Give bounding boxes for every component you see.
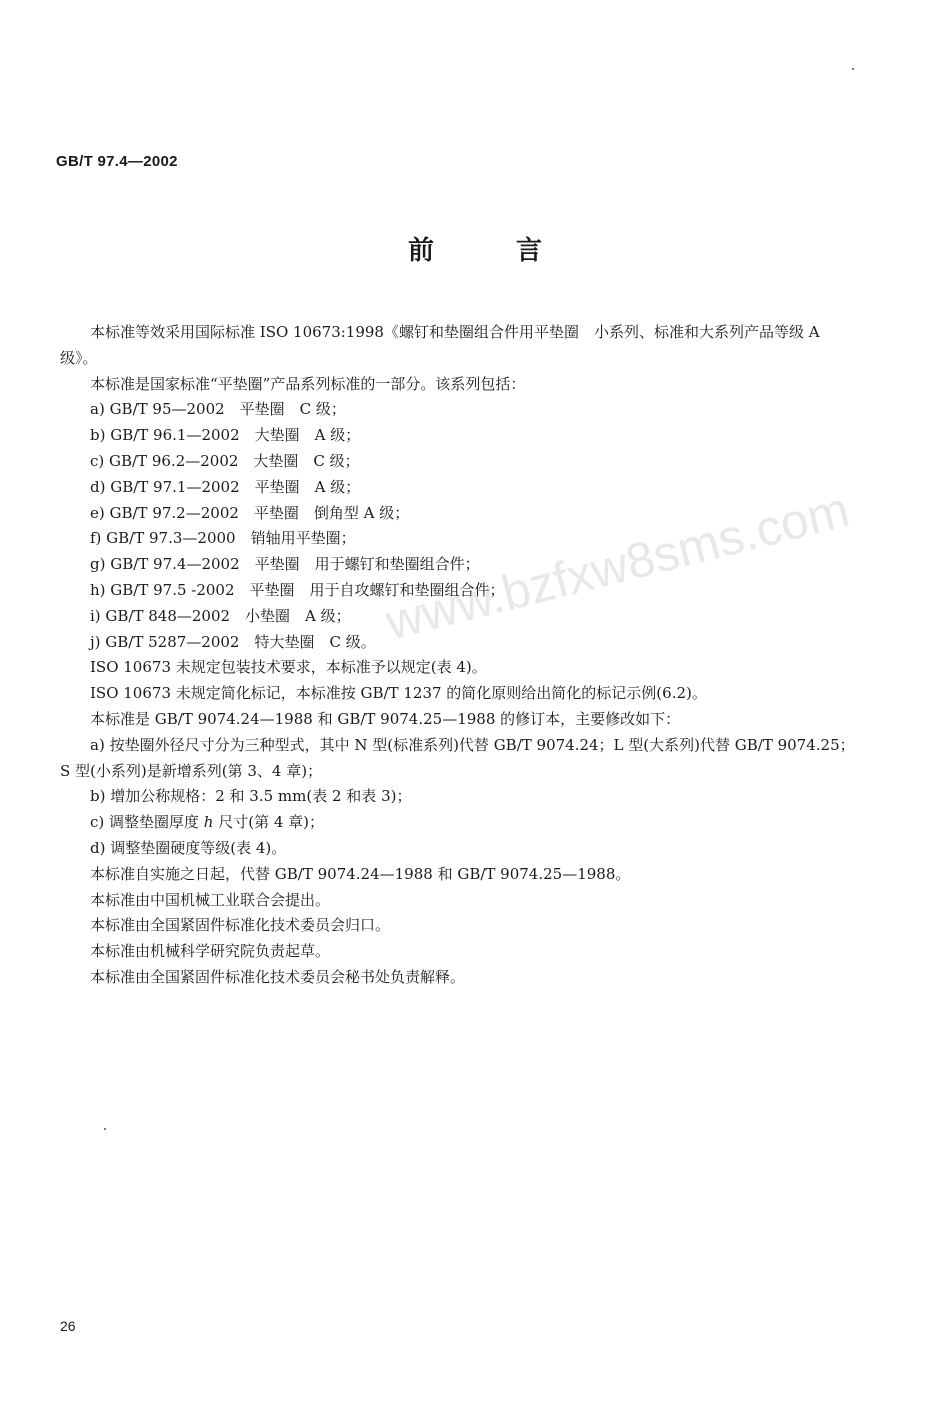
change-item-c (60, 810, 860, 836)
scan-speck (104, 1128, 106, 1130)
foreword-body (60, 320, 860, 991)
change-item-b: b) 增加公称规格：2 和 3.5 mm(表 2 和表 3)； (90, 787, 412, 806)
paragraph-replacement: 本标准自实施之日起，代替 GB/T 9074.24—1988 和 GB/T 9074.25—1988。 (90, 864, 631, 883)
list-item: f) GB/T 97.3—2000 销轴用平垫圈； (90, 529, 356, 548)
change-item-d: d) 调整垫圈硬度等级(表 4)。 (90, 838, 287, 857)
list-item: h) GB/T 97.5 -2002 平垫圈 用于自攻螺钉和垫圈组合件； (90, 580, 505, 599)
list-item: j) GB/T 5287—2002 特大垫圈 C 级。 (90, 632, 376, 651)
paragraph-revision: 本标准是 GB/T 9074.24—1988 和 GB/T 9074.25—1988 的修订本，主要修改如下： (90, 709, 681, 728)
list-item: e) GB/T 97.2—2002 平垫圈 倒角型 A 级； (90, 503, 410, 522)
paragraph-adoption: 本标准等效采用国际标准 ISO 10673:1998《螺钉和垫圈组合件用平垫圈 小系列、标准和大系列产品等级 A 级》。 (60, 323, 820, 367)
paragraph-technical-committee: 本标准由全国紧固件标准化技术委员会归口。 (90, 916, 391, 935)
watermark: www.bzfxw8sms.com (380, 481, 855, 651)
list-item: d) GB/T 97.1—2002 平垫圈 A 级； (90, 477, 361, 496)
paragraph-drafter: 本标准由机械科学研究院负责起草。 (90, 942, 331, 961)
paragraph-interpretation: 本标准由全国紧固件标准化技术委员会秘书处负责解释。 (90, 967, 466, 986)
list-item: a) GB/T 95—2002 平垫圈 C 级； (90, 400, 346, 419)
paragraph-packaging: ISO 10673 未规定包装技术要求，本标准予以规定(表 4)。 (90, 658, 487, 677)
list-item: c) GB/T 96.2—2002 大垫圈 C 级； (90, 451, 360, 470)
standard-code: GB/T 97.4—2002 (56, 153, 178, 170)
scan-speck (852, 68, 854, 70)
list-item: g) GB/T 97.4—2002 平垫圈 用于螺钉和垫圈组合件； (90, 555, 480, 574)
paragraph-proposer: 本标准由中国机械工业联合会提出。 (90, 890, 331, 909)
change-item-c-prefix: c) 调整垫圈厚度 (90, 813, 204, 832)
change-item-c-suffix: 尺寸(第 4 章)； (213, 813, 325, 832)
page-number: 26 (60, 1318, 76, 1334)
list-item: i) GB/T 848—2002 小垫圈 A 级； (90, 606, 351, 625)
list-item: b) GB/T 96.1—2002 大垫圈 A 级； (90, 426, 361, 445)
change-item-a: a) 按垫圈外径尺寸分为三种型式，其中 N 型(标准系列)代替 GB/T 9074.24；L 型(大系列)代替 GB/T 9074.25；S 型(小系列)是新增系列(第 3、4 章)； (60, 735, 855, 780)
paragraph-marking: ISO 10673 未规定简化标记，本标准按 GB/T 1237 的简化原则给出简化的标记示例(6.2)。 (90, 684, 707, 703)
thickness-symbol: h (203, 813, 214, 832)
page-title: 前言 (407, 236, 624, 266)
paragraph-series-intro: 本标准是国家标准“平垫圈”产品系列标准的一部分。该系列包括： (90, 374, 526, 393)
